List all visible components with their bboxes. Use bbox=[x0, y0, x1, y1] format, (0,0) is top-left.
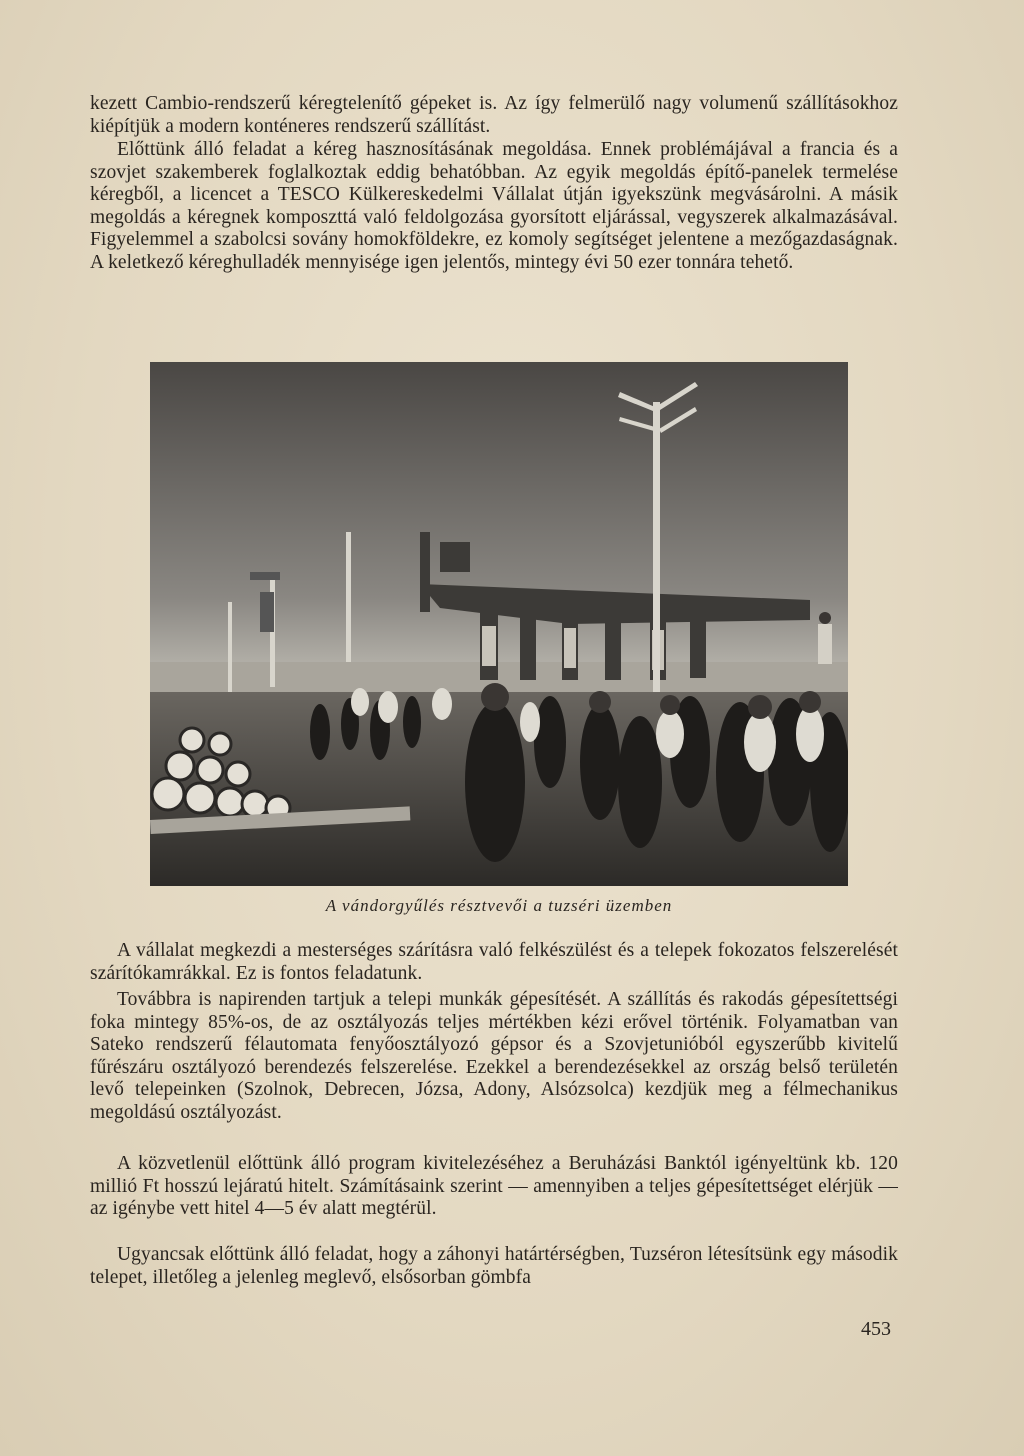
paragraph-drying: A vállalat megkezdi a mesterséges szárításra való felkészülést és a telepek fokozatos felszerelését szárítókamrákkal. Ez is fontos feladatunk. bbox=[90, 940, 898, 984]
paragraph-mechanization: Továbbra is napirenden tartjuk a telepi munkák gépesítését. A szállítás és rakodás gépesítettségi foka mintegy 85%-os, de az osztályozás teljes mértékben kézi erővel történik. Folyamatban van Sateko rendszerű félautomata fenyőosztályozó gépsor és a Szovjetunióból egyszerűbb kivitelű fűrészáru osztályozó berendezés felszerelése. Ezekkel a berendezésekkel az ország belső területén levő telepeinken (Szolnok, Debrecen, Józsa, Adony, Alsózsolca) kezdjük meg a félmechanikus megoldású osztályozást. bbox=[90, 989, 898, 1123]
photo-caption: A vándorgyűlés résztvevői a tuzséri üzemben bbox=[325, 896, 673, 915]
photo-illustration bbox=[150, 362, 848, 886]
photograph-gathering-at-plant bbox=[150, 362, 848, 886]
paragraph-second-site: Ugyancsak előttünk álló feladat, hogy a záhonyi határtérségben, Tuzséron létesítsünk egy második telepet, illetőleg a jelenleg meglevő, elsősorban gömbfa bbox=[90, 1244, 898, 1288]
paragraph-continuation: kezett Cambio-rendszerű kéregtelenítő gépeket is. Az így felmerülő nagy volumenű szállításokhoz kiépítjük a modern konténeres rendszerű szállítást. bbox=[90, 93, 898, 137]
paragraph-program-funding: A közvetlenül előttünk álló program kivitelezéséhez a Beruházási Banktól igényeltünk kb. 120 millió Ft hosszú lejáratú hitelt. Számításaink szerint — amennyiben a teljes gépesítettséget elérjük — az igénybe vett hitel 4—5 év alatt megtérül. bbox=[90, 1153, 898, 1220]
paragraph-bark-utilization: Előttünk álló feladat a kéreg hasznosításának megoldása. Ennek problémájával a francia és a szovjet szakemberek foglalkoztak eddig behatóbban. Az egyik megoldás építő-panelek termelése kéregből, a licencet a TESCO Külkereskedelmi Vállalat útján igyekszünk megvásárolni. A másik megoldás a kéregnek komposzttá való feldolgozása gyorsított eljárással, vegyszerek alkalmazásával. Figyelemmel a szabolcsi sovány homokföldekre, ez komoly segítséget jelentene a mezőgazdaságnak. A keletkező kéreghulladék mennyisége igen jelentős, mintegy évi 50 ezer tonnára tehető. bbox=[90, 139, 898, 273]
page-number: 453 bbox=[861, 1318, 891, 1340]
